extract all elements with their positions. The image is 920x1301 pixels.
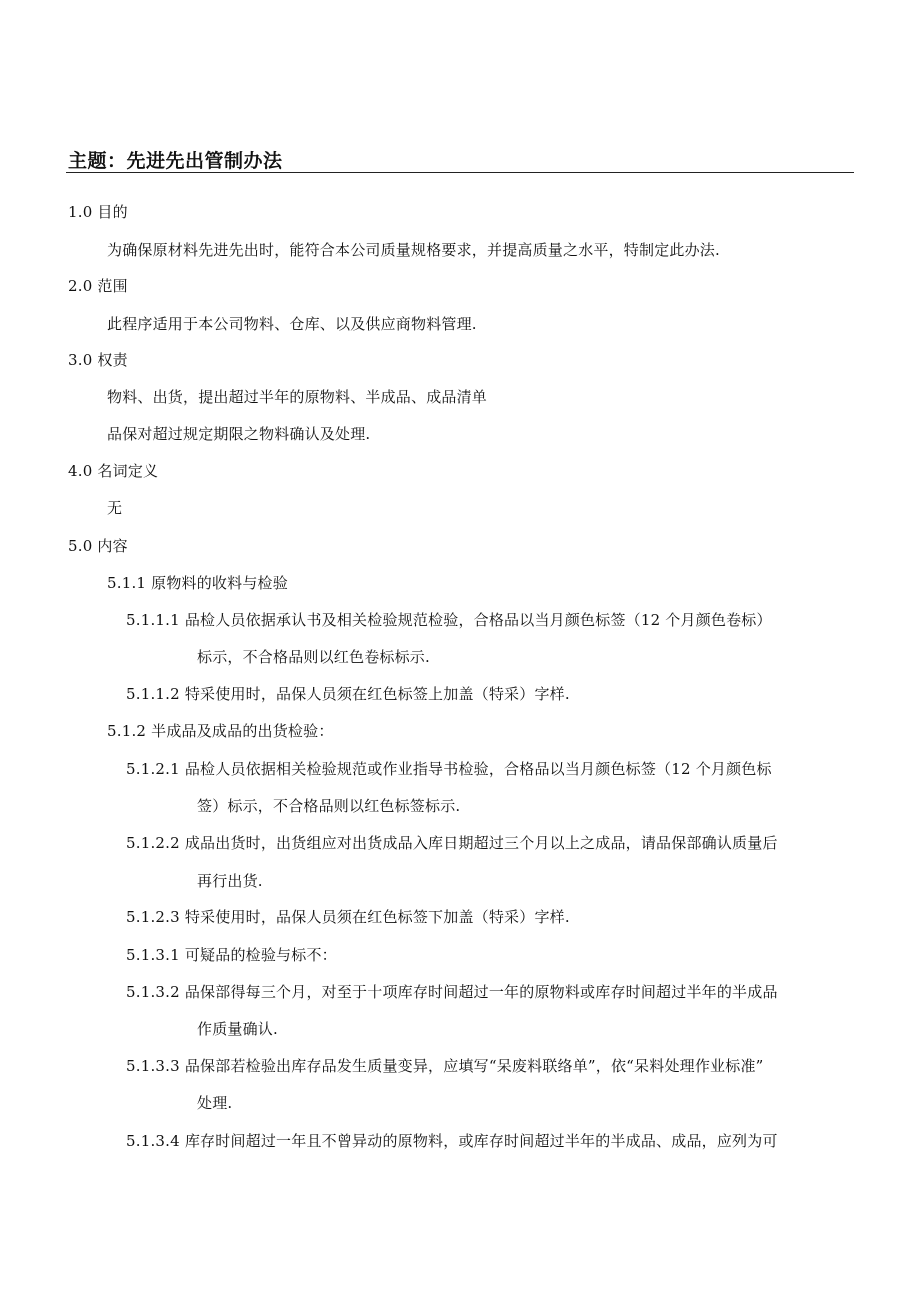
clause-5-1-1-1-line-1: 5.1.1.1 品检人员依据承认书及相关检验规范检验，合格品以当月颜色标签（12 个月颜色卷标） bbox=[126, 611, 772, 629]
section-4-heading: 4.0 名词定义 bbox=[68, 462, 159, 480]
section-1-text: 为确保原材料先进先出时，能符合本公司质量规格要求，并提高质量之水平，特制定此办法. bbox=[107, 241, 720, 259]
clause-5-1-2-1-line-2: 签）标示，不合格品则以红色标签标示. bbox=[197, 797, 461, 815]
clause-5-1-1-2: 5.1.1.2 特采使用时，品保人员须在红色标签上加盖（特采）字样. bbox=[126, 685, 570, 703]
section-4-text: 无 bbox=[107, 499, 123, 517]
section-3-text-1: 物料、出货，提出超过半年的原物料、半成品、成品清单 bbox=[107, 388, 488, 406]
clause-5-1-3-4-line-1: 5.1.3.4 库存时间超过一年且不曾异动的原物料，或库存时间超过半年的半成品、成品，应列为可 bbox=[126, 1132, 778, 1150]
section-3-heading: 3.0 权责 bbox=[68, 351, 128, 369]
clause-5-1-2-1-line-1: 5.1.2.1 品检人员依据相关检验规范或作业指导书检验，合格品以当月颜色标签（12 个月颜色标 bbox=[126, 760, 772, 778]
clause-5-1-1: 5.1.1 原物料的收料与检验 bbox=[107, 574, 288, 592]
section-3-text-2: 品保对超过规定期限之物料确认及处理. bbox=[107, 425, 371, 443]
clause-5-1-2-3: 5.1.2.3 特采使用时，品保人员须在红色标签下加盖（特采）字样. bbox=[126, 908, 570, 926]
clause-5-1-3-1: 5.1.3.1 可疑品的检验与标不： bbox=[126, 946, 337, 964]
clause-5-1-2-2-line-2: 再行出货. bbox=[197, 872, 263, 890]
section-5-heading: 5.0 内容 bbox=[68, 537, 128, 555]
clause-5-1-3-2-line-2: 作质量确认. bbox=[197, 1020, 278, 1038]
page-title: 主题：先进先出管制办法 bbox=[68, 150, 283, 172]
title-divider bbox=[66, 172, 854, 173]
clause-5-1-2-2-line-1: 5.1.2.2 成品出货时，出货组应对出货成品入库日期超过三个月以上之成品，请品保部确认质量后 bbox=[126, 834, 778, 852]
section-2-heading: 2.0 范围 bbox=[68, 277, 128, 295]
clause-5-1-3-2-line-1: 5.1.3.2 品保部得每三个月，对至于十项库存时间超过一年的原物料或库存时间超过半年的半成品 bbox=[126, 983, 778, 1001]
clause-5-1-3-3-line-2: 处理. bbox=[197, 1094, 233, 1112]
section-1-heading: 1.0 目的 bbox=[68, 203, 128, 221]
section-2-text: 此程序适用于本公司物料、仓库、以及供应商物料管理. bbox=[107, 315, 477, 333]
clause-5-1-2: 5.1.2 半成品及成品的出货检验： bbox=[107, 722, 334, 740]
clause-5-1-1-1-line-2: 标示，不合格品则以红色卷标标示. bbox=[197, 648, 430, 666]
clause-5-1-3-3-line-1: 5.1.3.3 品保部若检验出库存品发生质量变异，应填写“呆废料联络单”，依“呆料处理作业标准” bbox=[126, 1057, 764, 1075]
